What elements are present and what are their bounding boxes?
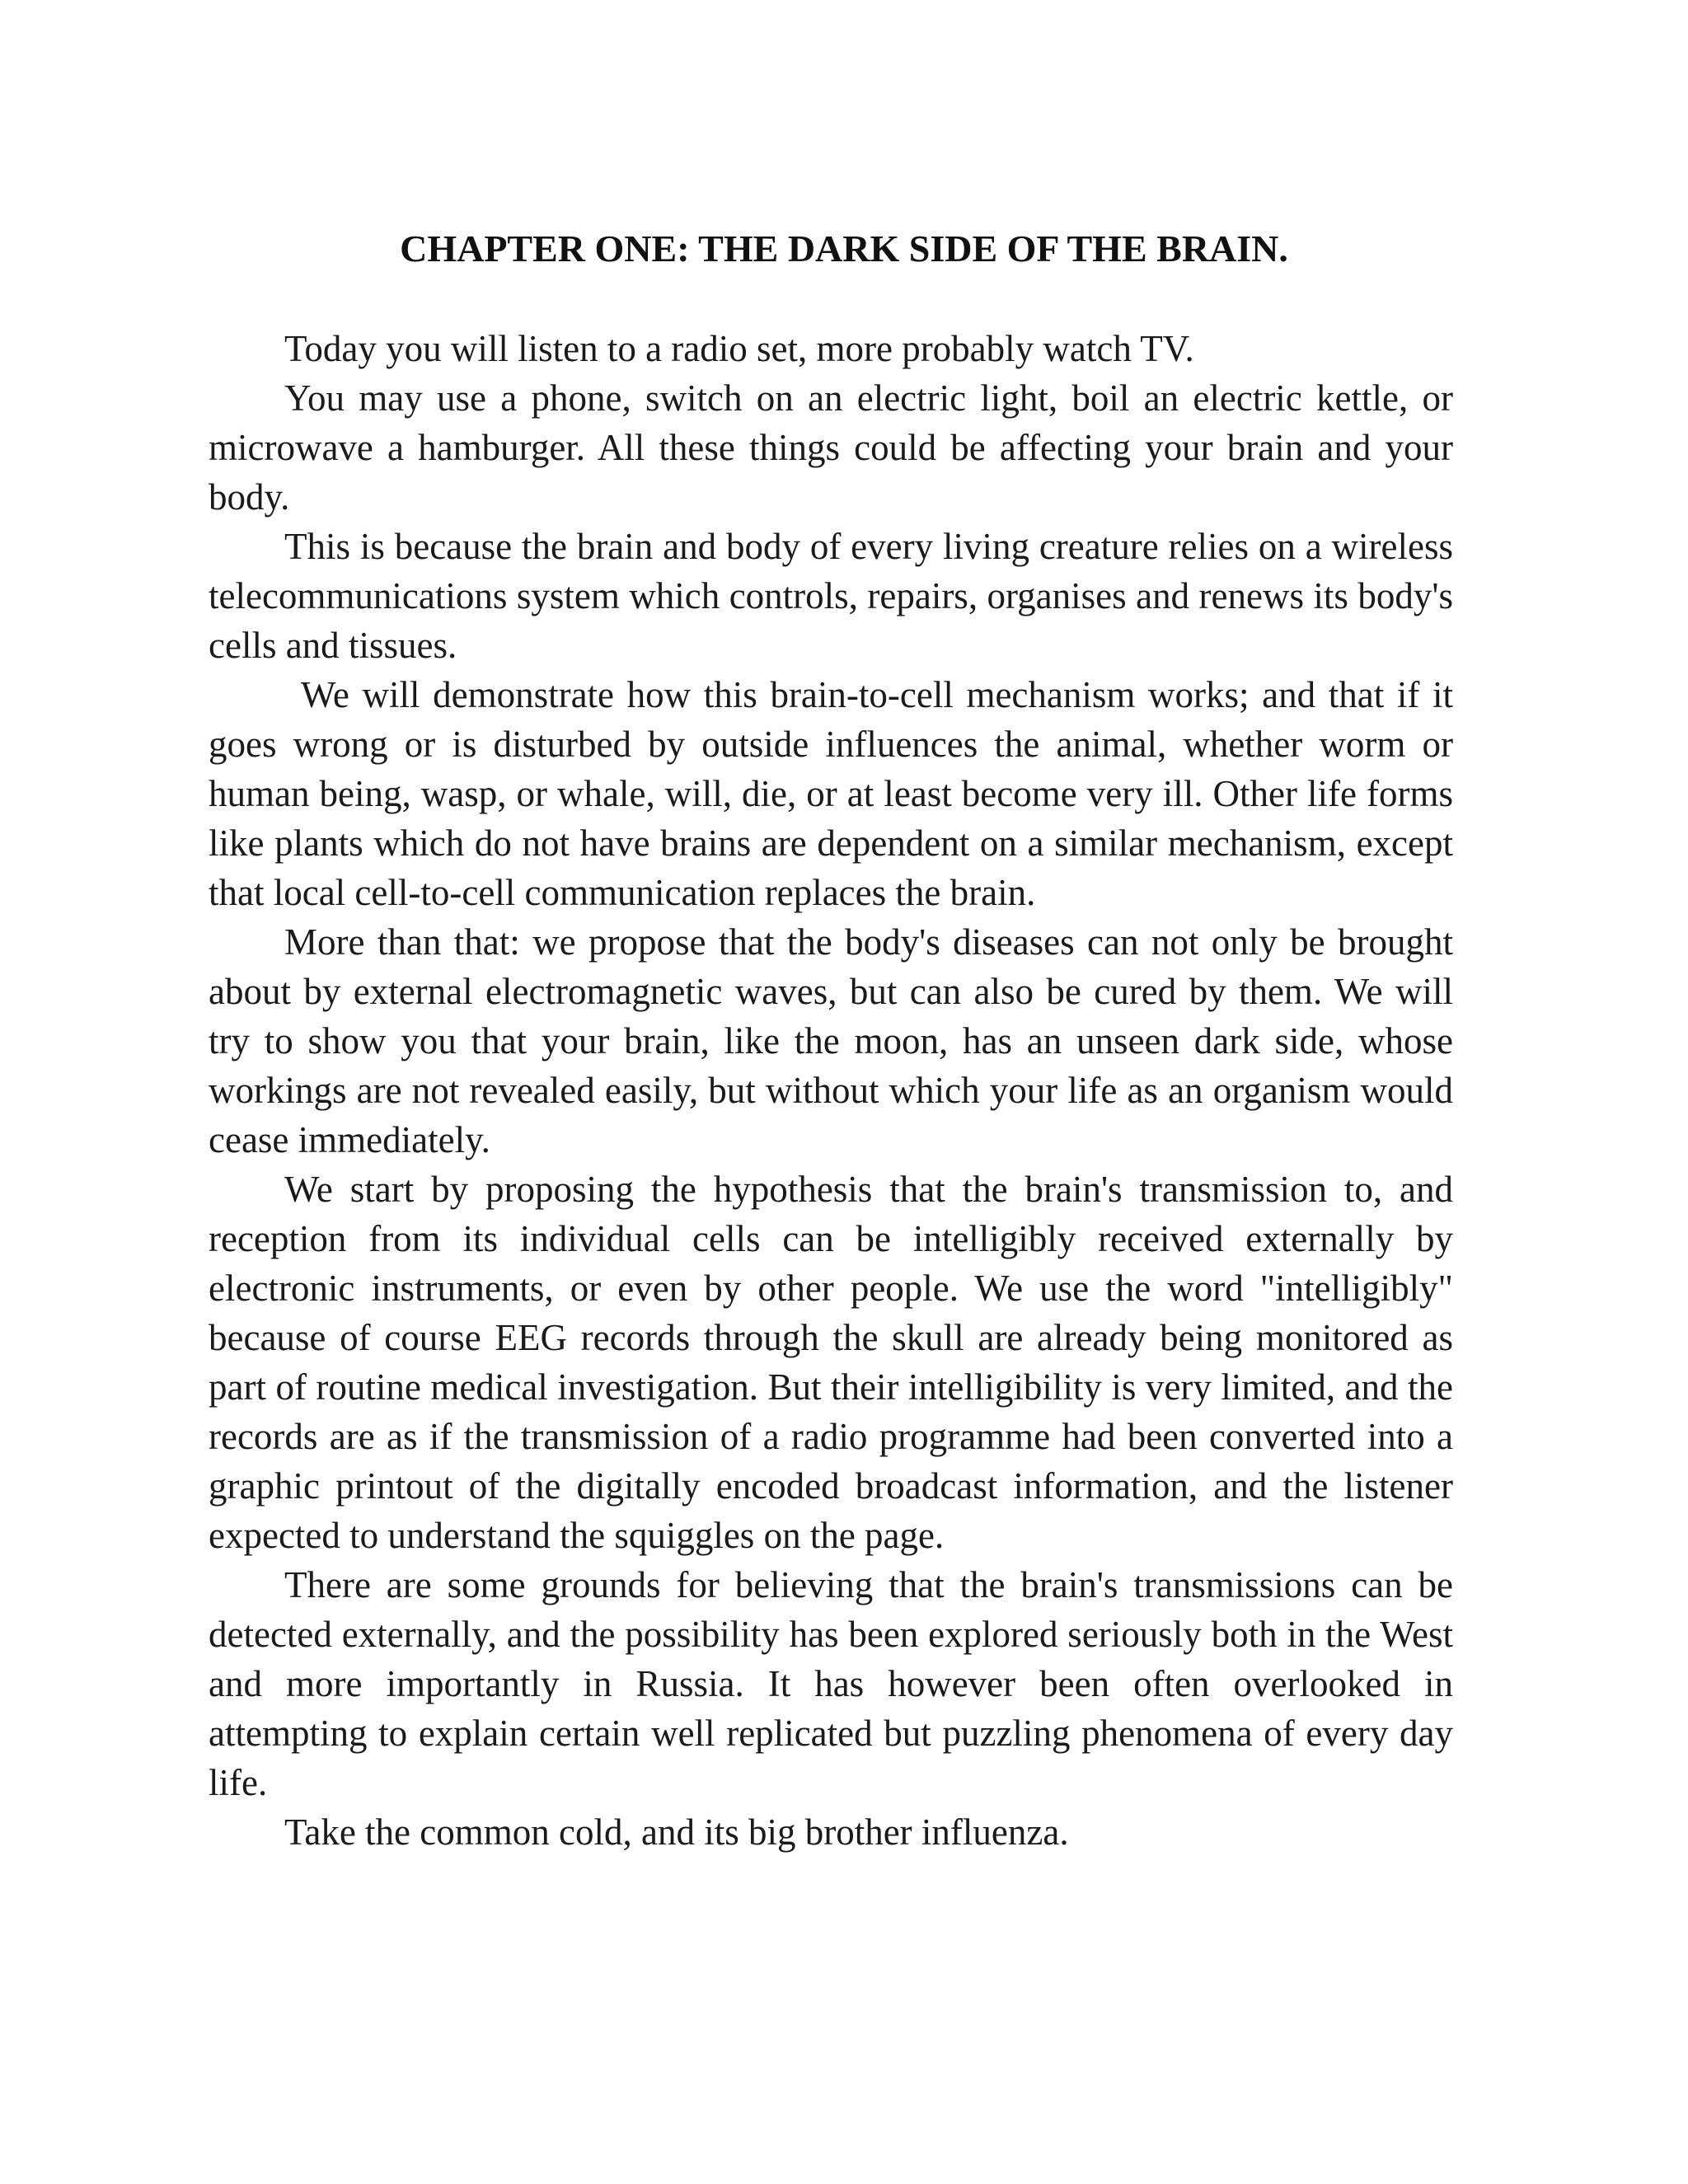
paragraph: Take the common cold, and its big brother influenza. <box>284 1811 1069 1853</box>
paragraph: You may use a phone, switch on an electric light, boil an electric kettle, or microwave a hamburger. All these things could be affecting your brain and your body. <box>209 377 1453 518</box>
paragraph: More than that: we propose that the body's diseases can not only be brought about by external electromagnetic waves, but can also be cured by them. We will try to show you that your brain, like the moon, has an unseen dark side, whose workings are not revealed easily, but without which your life as an organism would cease immediately. <box>209 921 1453 1160</box>
chapter-body <box>209 324 1453 1857</box>
paragraph: There are some grounds for believing that the brain's transmissions can be detected externally, and the possibility has been explored seriously both in the West and more importantly in Russia. It has however been often overlooked in attempting to explain certain well replicated but puzzling phenomena of every day life. <box>209 1564 1453 1803</box>
paragraph: We will demonstrate how this brain-to-cell mechanism works; and that if it goes wrong or is disturbed by outside influences the animal, whether worm or human being, wasp, or whale, will, die, or at least become very ill. Other life forms like plants which do not have brains are dependent on a similar mechanism, except that local cell-to-cell communication replaces the brain. <box>209 674 1453 913</box>
paragraph: This is because the brain and body of every living creature relies on a wireless telecommunications system which controls, repairs, organises and renews its body's cells and tissues. <box>209 526 1453 666</box>
paragraph: We start by proposing the hypothesis that the brain's transmission to, and reception from its individual cells can be intelligibly received externally by electronic instruments, or even by other people. We use the word "intelligibly" because of course EEG records through the skull are already being monitored as part of routine medical investigation. But their intelligibility is very limited, and the records are as if the transmission of a radio programme had been converted into a graphic printout of the digitally encoded broadcast information, and the listener expected to understand the squiggles on the page. <box>209 1169 1453 1556</box>
paragraph: Today you will listen to a radio set, more probably watch TV. <box>284 328 1194 369</box>
chapter-title: CHAPTER ONE: THE DARK SIDE OF THE BRAIN. <box>400 227 1288 269</box>
